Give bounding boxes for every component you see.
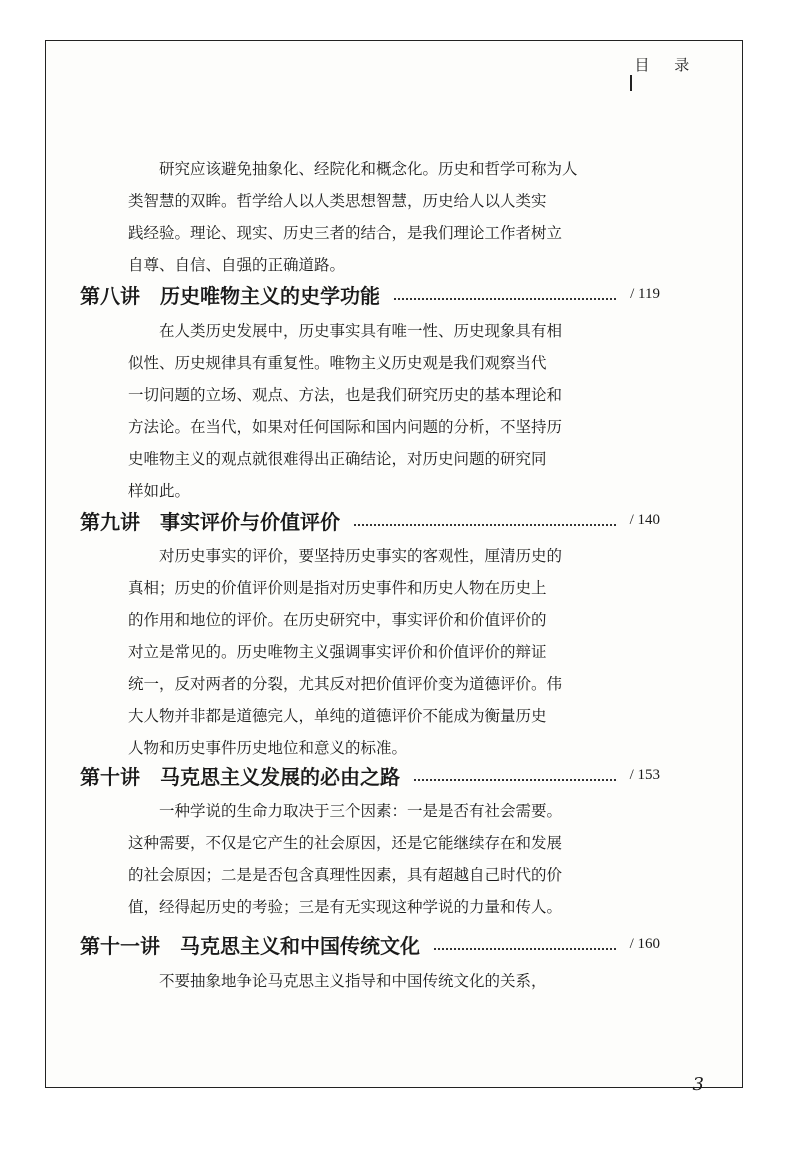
toc-chapter: 第八讲 [80,283,140,308]
text-line: 真相；历史的价值评价则是指对历史事件和历史人物在历史上 [128,579,547,597]
text-line: 大人物并非都是道德完人，单纯的道德评价不能成为衡量历史 [128,707,547,725]
toc-chapter: 第九讲 [80,509,140,534]
toc-chapter: 第十一讲 [80,933,160,958]
text-line: 的作用和地位的评价。在历史研究中，事实评价和价值评价的 [128,611,547,629]
toc-leader-dots [414,779,616,781]
text-line: 一种学说的生命力取决于三个因素：一是是否有社会需要。 [159,802,563,820]
running-header [634,54,712,93]
text-line: 在人类历史发展中，历史事实具有唯一性、历史现象具有相 [159,322,563,340]
summary-paragraph [128,540,606,764]
toc-leader-dots [434,948,616,950]
toc-title: 历史唯物主义的史学功能 [160,283,380,308]
toc-title: 马克思主义发展的必由之路 [160,764,400,789]
text-line: 对立是常见的。历史唯物主义强调事实评价和价值评价的辩证 [128,643,547,661]
summary-paragraph [128,965,606,997]
text-line: 对历史事实的评价，要坚持历史事实的客观性，厘清历史的 [159,547,563,565]
text-line: 统一，反对两者的分裂，尤其反对把价值评价变为道德评价。伟 [128,675,563,693]
header-title: 目 录 [634,56,700,74]
toc-entry-lecture-11[interactable] [80,926,660,962]
header-rule [630,75,632,91]
text-line: 值，经得起历史的考验；三是有无实现这种学说的力量和传人。 [128,898,563,916]
text-line: 方法论。在当代，如果对任何国际和国内问题的分析，不坚持历 [128,418,563,436]
toc-page-number: / 140 [629,511,660,528]
toc-leader-dots [354,524,616,526]
summary-paragraph [128,795,606,923]
text-line: 研究应该避免抽象化、经院化和概念化。历史和哲学可称为人 [159,160,578,178]
toc-page-number: / 153 [629,766,660,783]
text-line: 似性、历史规律具有重复性。唯物主义历史观是我们观察当代 [128,354,547,372]
text-line: 不要抽象地争论马克思主义指导和中国传统文化的关系， [159,972,547,990]
text-line: 的社会原因；二是是否包含真理性因素，具有超越自己时代的价 [128,866,563,884]
text-line: 这种需要，不仅是它产生的社会原因，还是它能继续存在和发展 [128,834,563,852]
text-line: 样如此。 [128,482,191,500]
text-line: 史唯物主义的观点就很难得出正确结论，对历史问题的研究同 [128,450,547,468]
toc-title: 事实评价与价值评价 [160,509,340,534]
text-line: 自尊、自信、自强的正确道路。 [128,256,346,274]
toc-chapter: 第十讲 [80,764,140,789]
toc-title: 马克思主义和中国传统文化 [180,933,420,958]
toc-leader-dots [394,298,616,300]
page-number: 3 [692,1074,704,1095]
summary-paragraph [128,153,606,281]
summary-paragraph [128,315,606,507]
text-line: 一切问题的立场、观点、方法，也是我们研究历史的基本理论和 [128,386,563,404]
toc-entry-lecture-10[interactable] [80,757,660,793]
toc-entry-lecture-8[interactable] [80,276,660,312]
text-line: 践经验。理论、现实、历史三者的结合，是我们理论工作者树立 [128,224,563,242]
text-line: 人物和历史事件历史地位和意义的标准。 [128,739,408,757]
toc-entry-lecture-9[interactable] [80,502,660,538]
text-line: 类智慧的双眸。哲学给人以人类思想智慧，历史给人以人类实 [128,192,547,210]
toc-page-number: / 119 [630,285,660,302]
toc-page-number: / 160 [629,935,660,952]
